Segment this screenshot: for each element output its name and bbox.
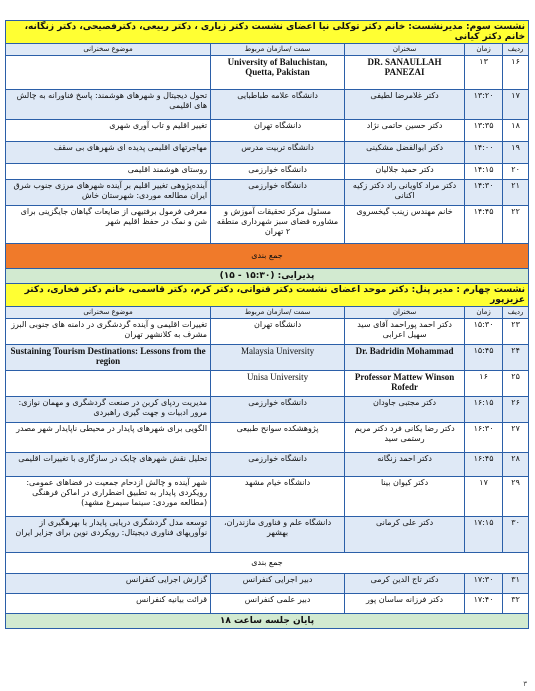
col-mozoo: موضوع سخنرانی [6, 307, 211, 319]
table-row [6, 142, 529, 164]
row-topic: تغییرات اقلیمی و آینده گردشگری در دامنه های جنوبی البرز مشرف به کلانشهر تهران [6, 319, 211, 345]
row-topic: مدیریت ردپای کربن در صنعت گردشگری و مهمان نوازی: مرور ادبیات و جهت گیری راهبردی [6, 397, 211, 423]
row-radif: ۳۲ [503, 594, 529, 614]
row-speaker: خانم مهندس زینب گیخسروی [345, 206, 465, 244]
col-sokhanran: سخنران [345, 307, 465, 319]
row-radif: ۲۹ [503, 477, 529, 517]
row-speaker: دکتر رضا یکانی فرد دکتر مریم رستمی سید [345, 423, 465, 453]
col-sokhanran: سخنران [345, 44, 465, 56]
row-zaman: ۱۴:۱۵ [465, 164, 503, 180]
table-row [6, 517, 529, 553]
row-radif: ۲۷ [503, 423, 529, 453]
session3-title: نشست سوم: مدیرنشست: خانم دکتر توکلی نیا اعضای نشست دکتر زیاری ، دکتر ربیعی، دکترفصیحی، دکتر زنگانه، خانم دکتر کیانی [6, 21, 529, 44]
row-org: دبیر علمی کنفرانس [211, 594, 345, 614]
table-row [6, 180, 529, 206]
row-org: Unisa University [211, 371, 345, 397]
row-topic: روستای هوشمند اقلیمی [6, 164, 211, 180]
table-row [6, 164, 529, 180]
column-header-row [6, 307, 529, 319]
row-speaker: دکتر کیوان بینا [345, 477, 465, 517]
row-speaker: دکتر غلامرضا لطیفی [345, 90, 465, 120]
row-topic [6, 371, 211, 397]
table-row [6, 206, 529, 244]
col-zaman: زمان [465, 44, 503, 56]
summary-row [6, 553, 529, 574]
row-topic: معرفی فرمول برفتیهی از ضایعات گیاهان جایگزینی برای شن و نمک در حفظ اقلیم شهر [6, 206, 211, 244]
row-topic: شهر آینده و چالش ازدحام جمعیت در فضاهای عمومی: رویکردی پایدار به تطبیق اضطراری در اماکن فرهنگی (مطالعه موردی: سینما سیمرغ مشهد) [6, 477, 211, 517]
table-row [6, 371, 529, 397]
row-org: دانشگاه خیام مشهد [211, 477, 345, 517]
row-org: دبیر اجرایی کنفرانس [211, 574, 345, 594]
row-radif: ۲۳ [503, 319, 529, 345]
row-topic: Sustaining Tourism Destinations: Lessons from the region [6, 345, 211, 371]
row-radif: ۳۰ [503, 517, 529, 553]
table-row [6, 56, 529, 90]
row-zaman: ۱۷ [465, 477, 503, 517]
reception-row [6, 269, 529, 284]
row-radif: ۳۱ [503, 574, 529, 594]
row-topic: تغییر اقلیم و تاب آوری شهری [6, 120, 211, 142]
row-org: دانشگاه علم و فناوری مازندران، بهشهر [211, 517, 345, 553]
row-radif: ۲۲ [503, 206, 529, 244]
row-topic: تحول دیجیتال و شهرهای هوشمند: پاسخ فناورانه به چالش های اقلیمی [6, 90, 211, 120]
row-zaman: ۱۳ [465, 56, 503, 90]
row-topic: مهاجرتهای اقلیمی پدیده ای شهرهای بی سقف [6, 142, 211, 164]
row-speaker: دکتر حمید جلالیان [345, 164, 465, 180]
row-speaker: Dr. Badridin Mohammad [345, 345, 465, 371]
row-speaker: دکتر مراد کاویانی راد دکتر زکیه اکنانی [345, 180, 465, 206]
row-org: دانشگاه تهران [211, 319, 345, 345]
row-speaker: دکتر تاج الدین کرمی [345, 574, 465, 594]
program-sheet [5, 20, 528, 629]
row-topic: تحلیل نقش شهرهای چابک در سازگاری با تغییرات اقلیمی [6, 453, 211, 477]
row-org: University of Baluchistan, Quetta, Pakistan [211, 56, 345, 90]
row-org: دانشگاه تهران [211, 120, 345, 142]
row-zaman: ۱۴:۰۰ [465, 142, 503, 164]
page-number: ۳ [523, 680, 527, 688]
table-row [6, 423, 529, 453]
col-mozoo: موضوع سخنرانی [6, 44, 211, 56]
row-speaker: دکتر فرزانه ساسان پور [345, 594, 465, 614]
row-org: دانشگاه خوارزمی [211, 164, 345, 180]
row-org: Malaysia University [211, 345, 345, 371]
row-org: دانشگاه خوارزمی [211, 397, 345, 423]
row-topic: الگویی برای شهرهای پایدار در محیطی ناپایدار شهر مصدر [6, 423, 211, 453]
row-org: دانشگاه علامه طباطبایی [211, 90, 345, 120]
row-topic: آینده‌پژوهی تغییر اقلیم بر آینده شهرهای مرزی جنوب شرق ایران مطالعه موردی: شهرستان خاش [6, 180, 211, 206]
table-row [6, 477, 529, 517]
row-zaman: ۱۵:۴۵ [465, 345, 503, 371]
closing-row [6, 614, 529, 629]
row-radif: ۲۶ [503, 397, 529, 423]
col-radif: ردیف [503, 44, 529, 56]
session4-title: نشست چهارم : مدیر پنل: دکتر موحد اعضای نشست دکتر قنواتی، دکتر کرم، دکتر قاسمی، خانم دکتر فخاری، دکتر عزیزپور [6, 284, 529, 307]
row-radif: ۱۹ [503, 142, 529, 164]
row-speaker: دکتر مجتبی جاودان [345, 397, 465, 423]
row-org: پژوهشکده سوانح طبیعی [211, 423, 345, 453]
closing-label: پایان جلسه ساعت ۱۸ [6, 614, 529, 629]
row-radif: ۱۷ [503, 90, 529, 120]
row-zaman: ۱۶:۱۵ [465, 397, 503, 423]
row-zaman: ۱۷:۴۰ [465, 594, 503, 614]
row-radif: ۲۰ [503, 164, 529, 180]
row-radif: ۲۸ [503, 453, 529, 477]
row-speaker: دکتر احمد پوراحمد آقای سید سهیل اعرابی [345, 319, 465, 345]
row-speaker: دکتر احمد زنگانه [345, 453, 465, 477]
col-radif: ردیف [503, 307, 529, 319]
row-topic: گزارش اجرایی کنفرانس [6, 574, 211, 594]
summary-label: جمع بندی [6, 244, 529, 269]
row-speaker: دکتر ابوالفضل مشکینی [345, 142, 465, 164]
table-row [6, 594, 529, 614]
row-speaker: DR. SANAULLAH PANEZAI [345, 56, 465, 90]
col-zaman: زمان [465, 307, 503, 319]
col-samt: سمت /سازمان مربوط [211, 44, 345, 56]
row-org: دانشگاه تربیت مدرس [211, 142, 345, 164]
row-topic: قرائت بیانیه کنفرانس [6, 594, 211, 614]
row-topic [6, 56, 211, 90]
row-zaman: ۱۳:۲۰ [465, 90, 503, 120]
row-speaker: Professor Mattew Winson Rofedr [345, 371, 465, 397]
row-radif: ۲۱ [503, 180, 529, 206]
summary-label: جمع بندی [6, 553, 529, 574]
reception-label: پذیرایی: (۱۵:۳۰ - ۱۵) [6, 269, 529, 284]
session4-header-row [6, 284, 529, 307]
row-zaman: ۱۴:۴۵ [465, 206, 503, 244]
column-header-row [6, 44, 529, 56]
col-samt: سمت /سازمان مربوط [211, 307, 345, 319]
row-org: دانشگاه خوارزمی [211, 453, 345, 477]
row-zaman: ۱۷:۳۰ [465, 574, 503, 594]
row-speaker: دکتر حسین حاتمی نژاد [345, 120, 465, 142]
row-zaman: ۱۷:۱۵ [465, 517, 503, 553]
row-radif: ۱۶ [503, 56, 529, 90]
row-radif: ۱۸ [503, 120, 529, 142]
row-org: مسئول مرکز تحقیقات آموزش و مشاوره فضای سبز شهرداری منطقه ۲ تهران [211, 206, 345, 244]
summary-row [6, 244, 529, 269]
row-radif: ۲۴ [503, 345, 529, 371]
table-row [6, 397, 529, 423]
program-table [5, 20, 529, 629]
row-speaker: دکتر علی کرمانی [345, 517, 465, 553]
table-row [6, 319, 529, 345]
row-zaman: ۱۴:۳۰ [465, 180, 503, 206]
row-zaman: ۱۶ [465, 371, 503, 397]
table-row [6, 90, 529, 120]
row-radif: ۲۵ [503, 371, 529, 397]
table-row [6, 453, 529, 477]
row-zaman: ۱۶:۳۰ [465, 423, 503, 453]
table-row [6, 120, 529, 142]
table-row [6, 574, 529, 594]
row-topic: توسعه مدل گردشگری دریایی پایدار با بهرهگیری از نوآوریهای فناوری دیجیتال: رویکردی نوین برای جزایر ایران [6, 517, 211, 553]
row-org: دانشگاه خوارزمی [211, 180, 345, 206]
row-zaman: ۱۳:۳۵ [465, 120, 503, 142]
table-row [6, 345, 529, 371]
row-zaman: ۱۶:۴۵ [465, 453, 503, 477]
session3-header-row [6, 21, 529, 44]
row-zaman: ۱۵:۳۰ [465, 319, 503, 345]
